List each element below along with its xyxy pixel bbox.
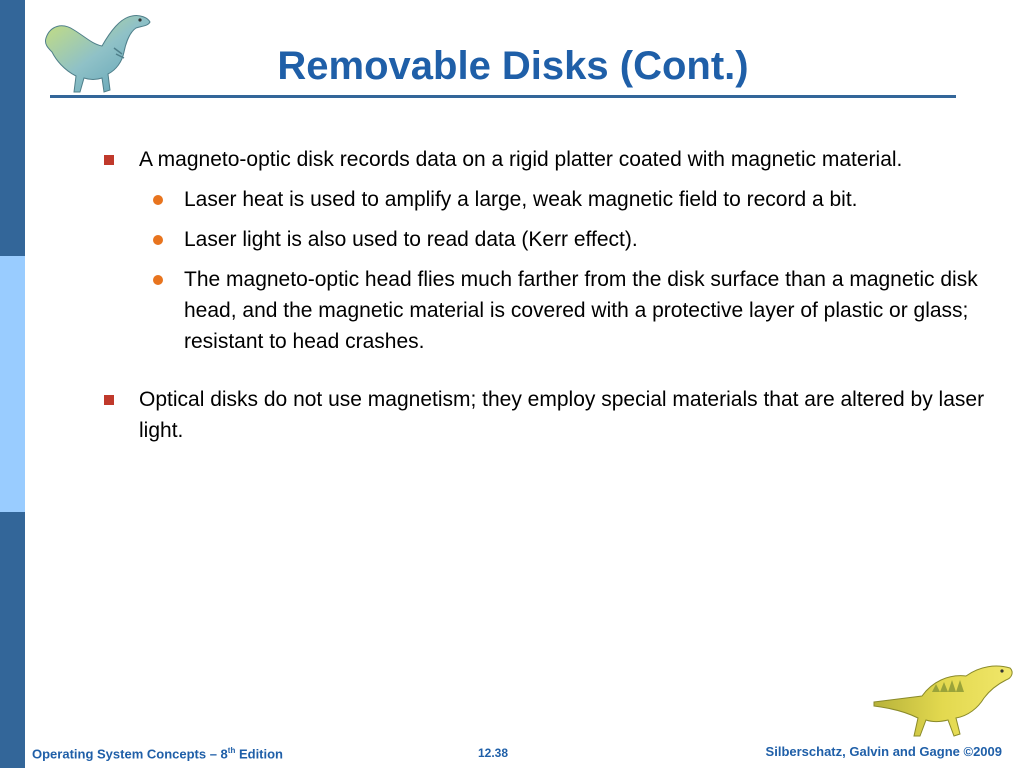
dinosaur-icon	[870, 660, 1018, 740]
footer-title-suffix: Edition	[235, 746, 284, 762]
bullet-item	[100, 384, 1000, 446]
slide-content	[100, 144, 1000, 446]
sub-bullet-item	[100, 224, 1000, 255]
sub-bullet-text: Laser heat is used to amplify a large, weak magnetic field to record a bit.	[184, 188, 858, 211]
footer-copyright: Silberschatz, Galvin and Gagne ©2009	[765, 744, 1002, 759]
dinosaur-icon	[36, 8, 156, 96]
footer-book-title	[32, 746, 283, 761]
square-bullet-icon	[104, 395, 114, 405]
left-bar-segment-middle	[0, 256, 25, 512]
sub-bullet-text: Laser light is also used to read data (Kerr effect).	[184, 228, 638, 251]
footer-title-superscript: th	[227, 746, 236, 755]
bullet-text: A magneto-optic disk records data on a rigid platter coated with magnetic material.	[139, 148, 903, 171]
slide-title: Removable Disks (Cont.)	[277, 44, 749, 88]
round-bullet-icon	[153, 235, 163, 245]
bullet-text: Optical disks do not use magnetism; they employ special materials that are altered by laser light.	[139, 388, 985, 442]
sub-bullet-item	[100, 264, 1000, 357]
footer-title-prefix: Operating System Concepts – 8	[32, 746, 228, 762]
round-bullet-icon	[153, 195, 163, 205]
sub-bullet-text: The magneto-optic head flies much farther from the disk surface than a magnetic disk head, and the magnetic material is covered with a protective layer of plastic or glass; resistant to head crashes.	[184, 268, 978, 353]
left-accent-bar	[0, 0, 25, 768]
square-bullet-icon	[104, 155, 114, 165]
left-bar-segment-bottom	[0, 512, 25, 768]
page-number: 12.38	[478, 746, 509, 760]
sub-bullet-item	[100, 184, 1000, 215]
left-bar-segment-top	[0, 0, 25, 256]
bullet-item	[100, 144, 1000, 175]
round-bullet-icon	[153, 275, 163, 285]
title-divider	[50, 95, 956, 98]
